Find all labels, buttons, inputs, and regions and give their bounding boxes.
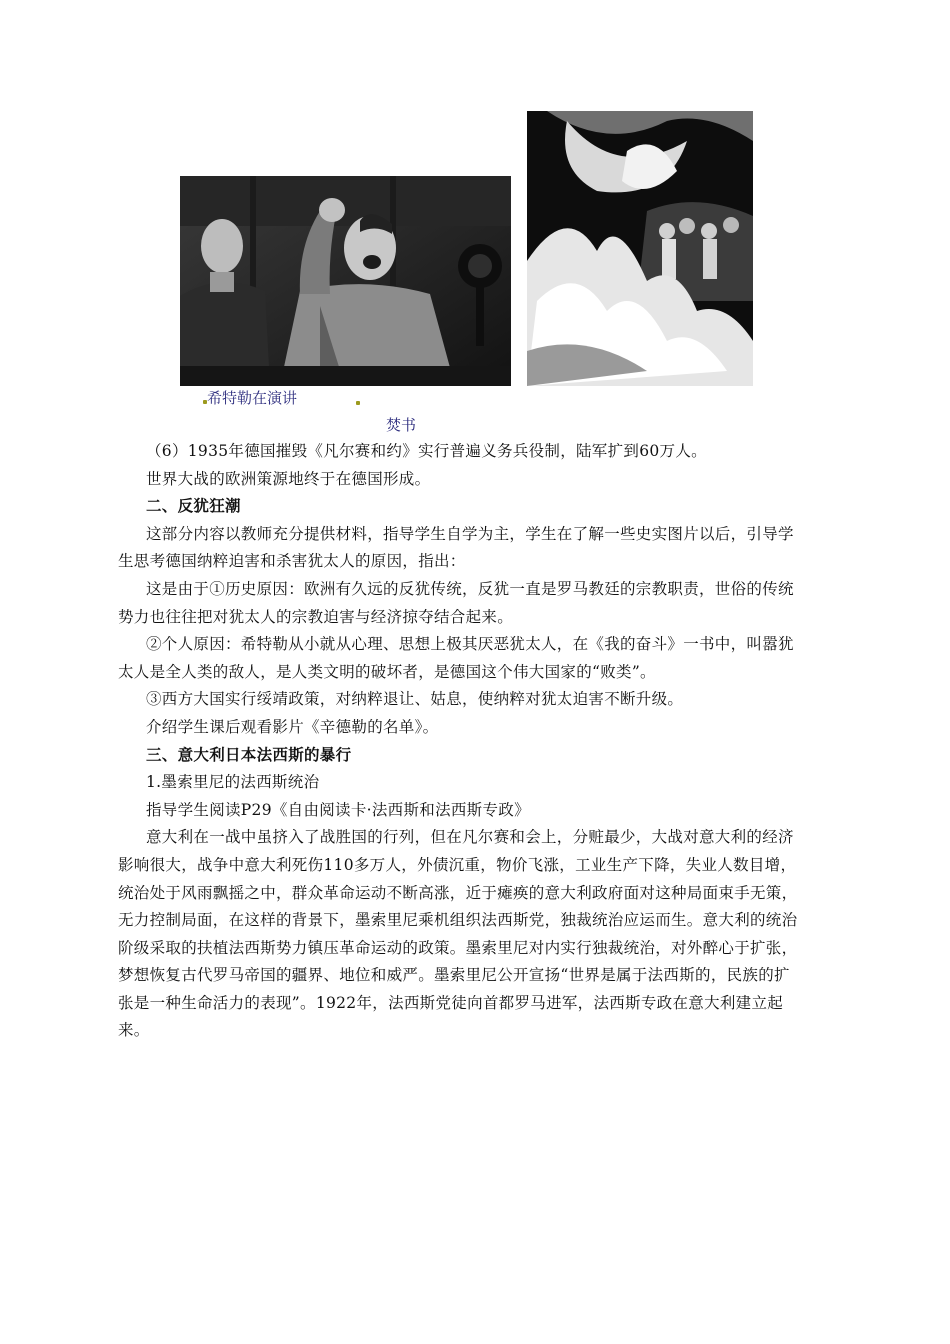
paragraph-line: 梦想恢复古代罗马帝国的疆界、地位和威严。墨索里尼公开宣扬“世界是属于法西斯的，民族的扩	[118, 966, 790, 985]
marker-dot	[356, 401, 360, 405]
paragraph-line: 这部分内容以教师充分提供材料，指导学生自学为主，学生在了解一些史实图片以后，引导学	[146, 524, 794, 543]
photo-book-burning	[527, 111, 753, 386]
paragraph-line: 太人是全人类的敌人，是人类文明的破坏者，是德国这个伟大国家的“败类”。	[118, 662, 656, 681]
paragraph-line: 这是由于①历史原因：欧洲有久远的反犹传统，反犹一直是罗马教廷的宗教职责，世俗的传统	[146, 579, 794, 598]
subsection-heading: 1.墨索里尼的法西斯统治	[146, 773, 320, 792]
paragraph-line: 势力也往往把对犹太人的宗教迫害与经济掠夺结合起来。	[118, 607, 514, 626]
paragraph-line: 生思考德国纳粹迫害和杀害犹太人的原因，指出：	[118, 552, 466, 571]
paragraph-line: 张是一种生命活力的表现”。1922年，法西斯党徒向首都罗马进军，法西斯专政在意大利建立起	[118, 993, 784, 1012]
paragraph-line: 无力控制局面，在这样的背景下，墨索里尼乘机组织法西斯党，独裁统治应运而生。意大利的统治	[118, 911, 798, 930]
paragraph-line: （6）1935年德国摧毁《凡尔赛和约》实行普遍义务兵役制，陆军扩到60万人。	[146, 442, 707, 460]
section-heading: 三、意大利日本法西斯的暴行	[146, 745, 352, 764]
caption-book-burning: 焚书	[386, 416, 417, 434]
paragraph-line: 来。	[118, 1021, 150, 1040]
paragraph-line: 阶级采取的扶植法西斯势力镇压革命运动的政策。墨索里尼对内实行独裁统治，对外醉心于扩张，	[118, 938, 798, 957]
paragraph-line: ③西方大国实行绥靖政策，对纳粹退让、姑息，使纳粹对犹太迫害不断升级。	[146, 690, 684, 709]
caption-hitler: 希特勒在演讲	[207, 389, 298, 407]
paragraph-line: 介绍学生课后观看影片《辛德勒的名单》。	[146, 717, 439, 736]
paragraph-line: 意大利在一战中虽挤入了战胜国的行列，但在凡尔赛和会上，分赃最少，大战对意大利的经济	[146, 828, 794, 847]
paragraph-line: 世界大战的欧洲策源地终于在德国形成。	[146, 469, 431, 488]
paragraph-line: 指导学生阅读P29《自由阅读卡·法西斯和法西斯专政》	[146, 800, 530, 819]
paragraph-line: 影响很大，战争中意大利死伤110多万人，外债沉重，物价飞涨，工业生产下降，失业人数目增，	[118, 855, 797, 874]
paragraph-line: 统治处于风雨飘摇之中，群众革命运动不断高涨，近于瘫痪的意大利政府面对这种局面束手无策，	[118, 883, 798, 902]
section-heading: 二、反犹狂潮	[146, 497, 241, 516]
photo-hitler-speech	[180, 176, 511, 386]
body-text	[118, 438, 836, 1045]
paragraph-line: ②个人原因：希特勒从小就从心理、思想上极其厌恶犹太人，在《我的奋斗》一书中，叫嚣犹	[146, 635, 794, 654]
marker-dot	[203, 400, 207, 404]
